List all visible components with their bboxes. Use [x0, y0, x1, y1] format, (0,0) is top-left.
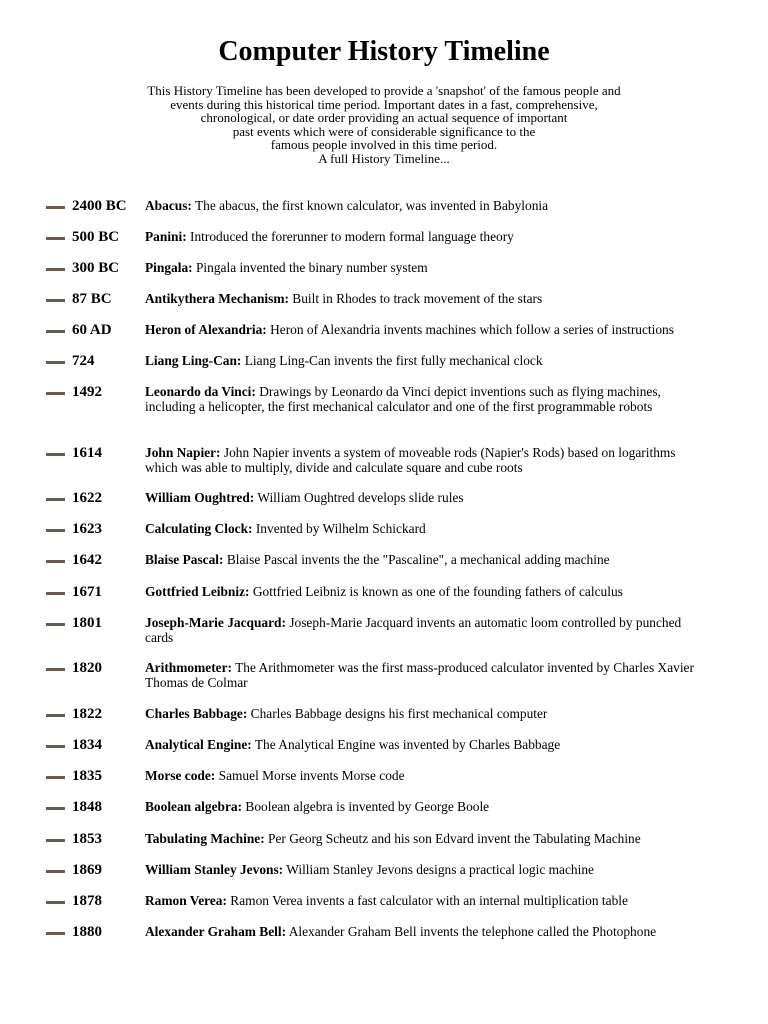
intro-line: A full History Timeline... — [318, 150, 450, 166]
timeline-description — [145, 490, 705, 505]
intro-line: This History Timeline has been developed to provide a 'snapshot' of the famous people and — [147, 83, 621, 98]
timeline-text: William Stanley Jevons designs a practical logic machine — [283, 862, 594, 877]
timeline-date: 1671 — [72, 584, 102, 600]
timeline-description — [145, 521, 705, 536]
timeline-text: Samuel Morse invents Morse code — [215, 768, 405, 783]
timeline-text: Ramon Verea invents a fast calculator with an internal multiplication table — [226, 893, 628, 908]
timeline-marker — [46, 330, 65, 333]
timeline-date: 1820 — [72, 660, 102, 676]
timeline-marker — [46, 901, 65, 904]
timeline-description — [145, 799, 705, 814]
timeline-subject: Calculating Clock: — [145, 521, 253, 536]
timeline-marker — [46, 745, 65, 748]
timeline-date: 724 — [72, 353, 95, 369]
timeline-date: 2400 BC — [72, 198, 127, 214]
timeline-subject: Tabulating Machine: — [145, 831, 265, 846]
timeline-description — [145, 260, 705, 275]
timeline-date: 1622 — [72, 490, 102, 506]
timeline-subject: Liang Ling-Can: — [145, 353, 242, 368]
timeline-description — [145, 706, 705, 721]
intro-paragraph — [0, 84, 768, 166]
timeline-description — [145, 445, 705, 475]
timeline-text: Charles Babbage designs his first mechanical computer — [247, 706, 548, 721]
timeline-date: 300 BC — [72, 260, 120, 276]
timeline-description — [145, 737, 705, 752]
intro-line: past events which were of considerable significance to the — [232, 123, 536, 139]
timeline-subject: Gottfried Leibniz: — [145, 584, 250, 599]
timeline-date: 60 AD — [72, 322, 112, 338]
timeline-marker — [46, 623, 65, 626]
intro-line: events during this historical time period. Important dates in a fast, comprehensive, — [170, 96, 598, 112]
timeline-subject: Antikythera Mechanism: — [145, 291, 289, 306]
timeline-subject: Abacus: — [145, 198, 192, 213]
timeline-subject: Pingala: — [145, 260, 193, 275]
timeline-date: 500 BC — [72, 229, 120, 245]
timeline-date: 1853 — [72, 831, 102, 847]
timeline-marker — [46, 807, 65, 810]
timeline-marker — [46, 237, 65, 240]
timeline-text: Heron of Alexandria invents machines which follow a series of instructions — [266, 322, 674, 337]
intro-line: chronological, or date order providing an actual sequence of important — [200, 110, 568, 126]
timeline-marker — [46, 206, 65, 209]
timeline-date: 1614 — [72, 445, 102, 461]
timeline-text: Pingala invented the binary number system — [192, 260, 428, 275]
timeline-description — [145, 552, 705, 567]
timeline-description — [145, 831, 705, 846]
timeline-text: Gottfried Leibniz is known as one of the founding fathers of calculus — [249, 584, 623, 599]
timeline-description — [145, 291, 705, 306]
timeline-marker — [46, 776, 65, 779]
timeline-description — [145, 322, 705, 337]
timeline-date: 1878 — [72, 893, 102, 909]
timeline-text: Invented by Wilhelm Schickard — [252, 521, 426, 536]
timeline-text: Alexander Graham Bell invents the telephone called the Photophone — [286, 924, 657, 939]
timeline-date: 1623 — [72, 521, 102, 537]
timeline-subject: Panini: — [145, 229, 187, 244]
timeline-subject: Boolean algebra: — [145, 799, 243, 814]
timeline-marker — [46, 529, 65, 532]
timeline-subject: William Oughtred: — [145, 490, 255, 505]
timeline-subject: John Napier: — [145, 445, 221, 460]
timeline-text: Liang Ling-Can invents the first fully mechanical clock — [241, 353, 543, 368]
timeline-marker — [46, 560, 65, 563]
timeline-text: Blaise Pascal invents the the "Pascaline", a mechanical adding machine — [223, 552, 610, 567]
timeline-description — [145, 198, 705, 213]
timeline-description — [145, 353, 705, 368]
timeline-marker — [46, 592, 65, 595]
timeline-marker — [46, 299, 65, 302]
timeline-marker — [46, 361, 65, 364]
timeline-subject: Morse code: — [145, 768, 216, 783]
timeline-marker — [46, 870, 65, 873]
timeline-description — [145, 384, 705, 414]
timeline-marker — [46, 668, 65, 671]
timeline-subject: Alexander Graham Bell: — [145, 924, 287, 939]
timeline-date: 1880 — [72, 924, 102, 940]
timeline-subject: Blaise Pascal: — [145, 552, 224, 567]
timeline-text: John Napier invents a system of moveable rods (Napier's Rods) based on logarithms which was able to multiply, divide and calculate square and cube roots — [145, 445, 676, 475]
timeline-subject: Charles Babbage: — [145, 706, 248, 721]
timeline-description — [145, 768, 705, 783]
timeline-subject: Joseph-Marie Jacquard: — [145, 615, 286, 630]
timeline-marker — [46, 498, 65, 501]
timeline-date: 1801 — [72, 615, 102, 631]
timeline-subject: William Stanley Jevons: — [145, 862, 284, 877]
timeline-marker — [46, 392, 65, 395]
timeline-date: 1822 — [72, 706, 102, 722]
timeline-text: Introduced the forerunner to modern formal language theory — [186, 229, 514, 244]
timeline-description — [145, 893, 705, 908]
timeline-date: 1492 — [72, 384, 102, 400]
timeline-text: Joseph-Marie Jacquard invents an automatic loom controlled by punched cards — [145, 615, 682, 645]
timeline-subject: Ramon Verea: — [145, 893, 227, 908]
timeline-marker — [46, 453, 65, 456]
intro-line: famous people involved in this time period. — [270, 137, 498, 153]
page-title: Computer History Timeline — [218, 36, 550, 67]
timeline-text: Per Georg Scheutz and his son Edvard invent the Tabulating Machine — [264, 831, 641, 846]
timeline-description — [145, 229, 705, 244]
timeline-date: 87 BC — [72, 291, 112, 307]
timeline-description — [145, 615, 705, 645]
timeline-description — [145, 660, 705, 690]
timeline-description — [145, 862, 705, 877]
timeline-subject: Arithmometer: — [145, 660, 232, 675]
timeline-text: William Oughtred develops slide rules — [254, 490, 464, 505]
timeline-description — [145, 924, 705, 939]
timeline-date: 1642 — [72, 552, 102, 568]
timeline-text: The Analytical Engine was invented by Charles Babbage — [251, 737, 561, 752]
timeline-date: 1835 — [72, 768, 102, 784]
timeline-date: 1869 — [72, 862, 102, 878]
timeline-marker — [46, 932, 65, 935]
timeline-marker — [46, 268, 65, 271]
timeline-date: 1848 — [72, 799, 102, 815]
timeline-text: The abacus, the first known calculator, was invented in Babylonia — [191, 198, 549, 213]
timeline-marker — [46, 714, 65, 717]
timeline-text: Drawings by Leonardo da Vinci depict inventions such as flying machines, including a helicopter, the first mechanical calculator and one of the first programmable robots — [145, 384, 661, 414]
timeline-text: Boolean algebra is invented by George Boole — [242, 799, 490, 814]
timeline-text: Built in Rhodes to track movement of the stars — [288, 291, 543, 306]
timeline-text: The Arithmometer was the first mass-produced calculator invented by Charles Xavier Thomas de Colmar — [145, 660, 694, 690]
timeline-date: 1834 — [72, 737, 102, 753]
timeline-subject: Leonardo da Vinci: — [145, 384, 256, 399]
timeline-subject: Analytical Engine: — [145, 737, 252, 752]
timeline-marker — [46, 839, 65, 842]
timeline-subject: Heron of Alexandria: — [145, 322, 267, 337]
timeline-description — [145, 584, 705, 599]
